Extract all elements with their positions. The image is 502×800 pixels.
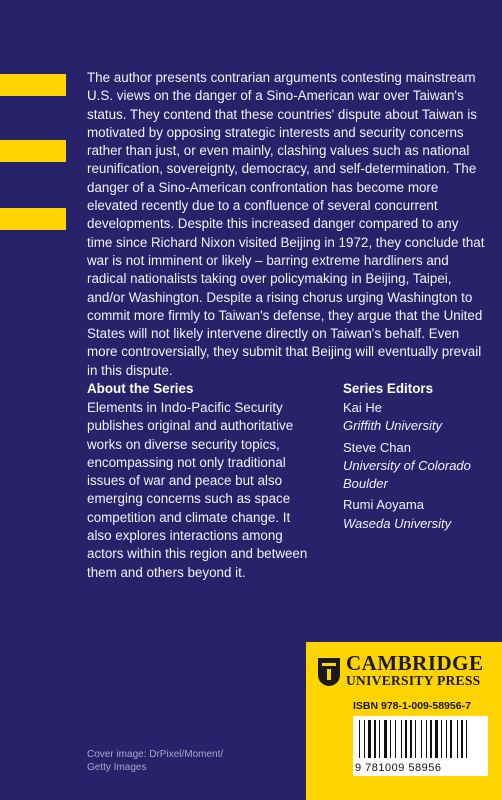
barcode-bar: [421, 720, 422, 758]
editor-entry: [343, 399, 493, 436]
editor-name: Kai He: [343, 400, 383, 415]
barcode-bar: [450, 720, 452, 758]
barcode-bar: [426, 720, 427, 758]
publisher-panel: [306, 642, 502, 800]
barcode-bar: [423, 720, 425, 758]
barcode-bar: [453, 720, 456, 758]
about-series-heading: About the Series: [87, 381, 194, 396]
barcode-bar: [428, 720, 429, 758]
barcode-bar: [364, 720, 365, 758]
barcode-bar: [410, 720, 412, 758]
barcode-bar: [464, 720, 465, 758]
barcode-bar: [443, 720, 445, 758]
barcode-bar: [408, 720, 409, 758]
barcode-bar: [430, 720, 432, 758]
barcode-bar: [392, 720, 394, 758]
barcode-bar: [405, 720, 407, 758]
cover-image-credit: Cover image: DrPixel/Moment/ Getty Images: [87, 749, 224, 773]
barcode-bar: [397, 720, 400, 758]
barcode-bar: [374, 720, 376, 758]
barcode-bar: [448, 720, 449, 758]
barcode-bar: [459, 720, 460, 758]
barcode-bar: [457, 720, 458, 758]
barcode-number: 9 781009 58956: [355, 762, 442, 774]
barcode-bar: [413, 720, 414, 758]
barcode-bar: [366, 720, 367, 758]
editor-name: Rumi Aoyama: [343, 497, 424, 513]
barcode-bar: [368, 720, 371, 758]
cambridge-shield-icon: [318, 658, 340, 686]
publisher-subname: UNIVERSITY PRESS: [346, 673, 481, 688]
editor-name: Steve Chan: [343, 439, 411, 455]
barcode-bar: [384, 720, 387, 758]
barcode-bar: [466, 720, 467, 758]
barcode-bar: [377, 720, 378, 758]
isbn-label: ISBN 978-1-009-58956-7: [353, 700, 471, 712]
cambridge-logo: [318, 651, 484, 690]
editor-entry: [343, 496, 493, 533]
barcode-bar: [401, 720, 402, 758]
barcode-bar: [417, 720, 420, 758]
barcode-bar: [361, 720, 363, 758]
barcode-bar: [435, 720, 438, 758]
accent-stripe-1: [0, 74, 66, 96]
editor-affiliation: Waseda University: [343, 515, 452, 531]
series-editors-heading: Series Editors: [343, 381, 434, 396]
editor-affiliation: University of Colorado Boulder: [343, 457, 471, 492]
editor-entry: [343, 439, 493, 494]
barcode-bars: [359, 720, 482, 758]
editor-affiliation: Griffith University: [343, 418, 442, 434]
barcode-bar: [441, 720, 442, 758]
barcode-bar: [468, 720, 470, 758]
barcode-bar: [381, 720, 383, 758]
barcode-bar: [403, 720, 404, 758]
barcode-bar: [359, 720, 360, 758]
publisher-name: CAMBRIDGE: [346, 651, 484, 675]
barcode-bar: [379, 720, 380, 758]
barcode: [353, 716, 488, 776]
book-blurb: The author presents contrarian arguments contesting mainstream U.S. views on the danger of a Sino-American war over Taiwan's status. They contend that these countries' dispute about Taiwan is motivated by opposing strategic interests and security concerns rather than just, or even mainly, clashing values such as national reunification, sovereignty, democracy, and self-determination. The danger of a Sino-American confrontation has become more elevated recently due to a confluence of several concurrent developments. Despite this increased danger compared to any time since Richard Nixon visited Beijing in 1972, they conclude that war is not imminent or likely – barring extreme hardliners and radical nationalists taking over policymaking in Beijing, Taipei, and/or Washington. Despite a rising chorus urging Washington to commit more firmly to Taiwan's defense, they argue that the United States will not likely intervene directly on Taiwan's behalf. Even more controversially, they submit that Beijing will eventually prevail in this dispute.: [87, 70, 485, 378]
barcode-bar: [395, 720, 396, 758]
about-series-text: Elements in Indo-Pacific Security publishes original and authoritative works on diverse security topics, encompassing not only traditional issues of war and peace but also emerging concerns such as space competition and climate change. It also explores interactions among actors within this region and between them and others beyond it.: [87, 400, 308, 580]
barcode-bar: [390, 720, 391, 758]
barcode-bar: [433, 720, 434, 758]
barcode-bar: [461, 720, 463, 758]
barcode-bar: [388, 720, 389, 758]
barcode-bar: [372, 720, 373, 758]
accent-stripe-2: [0, 140, 66, 162]
barcode-bar: [446, 720, 447, 758]
barcode-bar: [439, 720, 440, 758]
barcode-bar: [415, 720, 416, 758]
series-editors-list: [343, 399, 493, 536]
accent-stripe-3: [0, 208, 66, 230]
